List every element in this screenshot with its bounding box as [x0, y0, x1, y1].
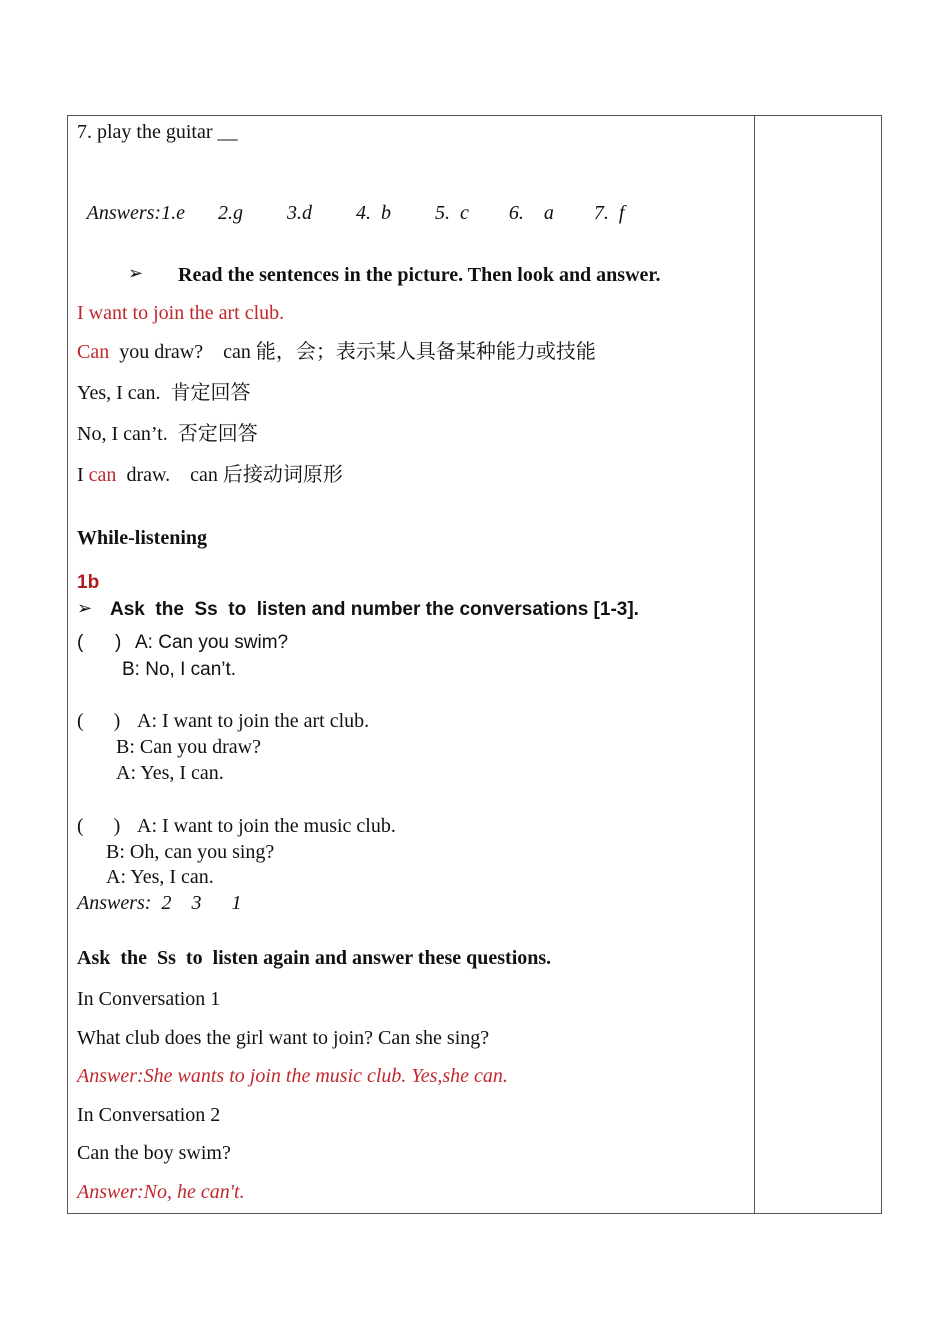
listen-again-heading: Ask the Ss to listen again and answer these questions.	[77, 947, 552, 969]
conv3-number-blank: ( )	[77, 815, 121, 837]
conv2-number-blank: ( )	[77, 710, 121, 732]
conversation-1-answer: Answer:She wants to join the music club. Yes,she can.	[77, 1065, 508, 1087]
item-7: 7. play the guitar __	[77, 121, 238, 143]
conversation-2-question: Can the boy swim?	[77, 1142, 231, 1164]
conv2-line-a: A: I want to join the art club.	[137, 710, 370, 732]
sentence-yes: Yes, I can. 肯定回答	[77, 382, 251, 404]
answer-3: 3.d	[286, 202, 312, 224]
section-1b: 1b	[77, 572, 100, 593]
arrow-bullet-icon: ➢	[77, 598, 93, 619]
conv3-line-b: B: Oh, can you sing?	[106, 841, 275, 863]
conversation-1-question: What club does the girl want to join? Can she sing?	[77, 1027, 490, 1049]
while-listening-heading: While-listening	[77, 527, 208, 549]
sentence-art-club: I want to join the art club.	[77, 302, 285, 324]
answer-2: 2.g	[217, 202, 243, 224]
conv2-line-c: A: Yes, I can.	[116, 762, 224, 784]
sentence-no: No, I can’t. 否定回答	[77, 423, 258, 445]
can-highlight: can	[88, 464, 117, 486]
column-divider	[754, 115, 755, 1214]
answer-4: 4. b	[355, 202, 391, 224]
conversation-2-answer: Answer:No, he can't.	[77, 1181, 245, 1203]
answer-5: 5. c	[434, 202, 469, 224]
conv1-line-a: A: Can you swim?	[135, 632, 289, 653]
answers-label: Answers:	[86, 202, 162, 224]
conv1-line-b: B: No, I can’t.	[122, 659, 237, 680]
answers-line-1	[77, 177, 624, 225]
can-highlight: Can	[77, 341, 110, 363]
conv3-line-c: A: Yes, I can.	[106, 866, 214, 888]
conversation-2-label: In Conversation 2	[77, 1104, 221, 1126]
conv2-line-b: B: Can you draw?	[116, 736, 261, 758]
answer-6: 6. a	[508, 202, 554, 224]
arrow-bullet-icon: ➢	[128, 263, 144, 284]
sentence-can-you-draw: Can you draw? can 能，会；表示某人具备某种能力或技能	[77, 341, 596, 363]
sentence-i-can-draw: I can draw. can 后接动词原形	[77, 464, 343, 486]
answers-line-2: Answers: 2 3 1	[77, 892, 242, 914]
conv3-line-a: A: I want to join the music club.	[137, 815, 396, 837]
task-1b: Ask the Ss to listen and number the conversations [1-3].	[110, 599, 639, 620]
answer-7: 7. f	[593, 202, 625, 224]
conv1-number-blank: ( )	[77, 632, 122, 653]
read-heading: Read the sentences in the picture. Then look and answer.	[178, 264, 661, 286]
answer-1: 1.e	[161, 202, 185, 224]
conversation-1-label: In Conversation 1	[77, 988, 221, 1010]
